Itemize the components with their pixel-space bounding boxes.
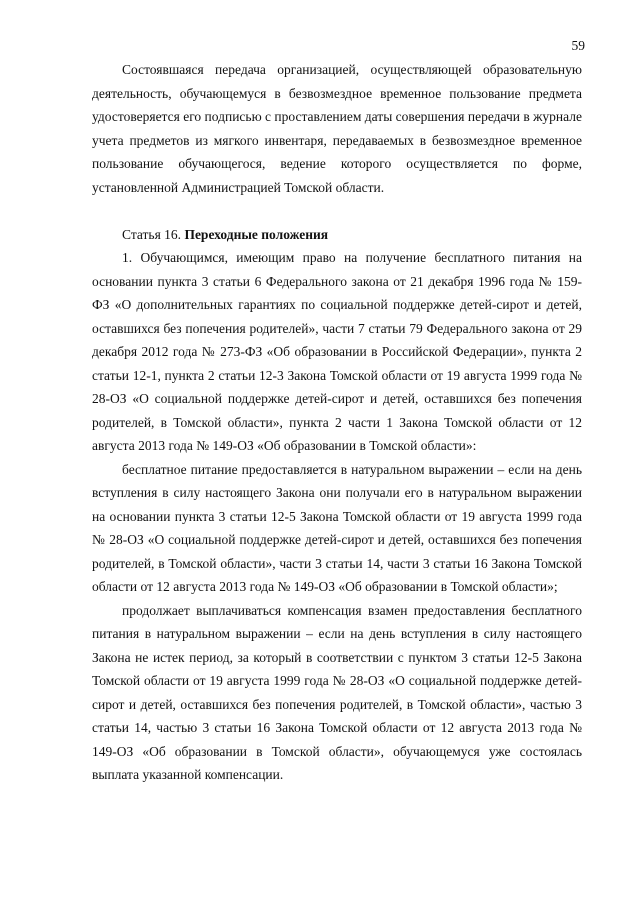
paragraph-compensation: продолжает выплачиваться компенсация взамен предоставления бесплатного питания в натуральном выражении – если на день вступления в силу настоящего Закона не истек период, за который в соответствии с пунктом 3 статьи 12-5 Закона Томской области от 19 августа 1999 года № 28-ОЗ «О социальной поддержке детей-сирот и детей, оставшихся без попечения родителей, в Томской области», частью 3 статьи 14, частью 3 статьи 16 Закона Томской области от 12 августа 2013 года № 149-ОЗ «Об образовании в Томской области», обучающемуся уже состоялась выплата указанной компенсации. bbox=[92, 602, 582, 782]
document-body bbox=[92, 58, 582, 787]
article-heading bbox=[92, 223, 582, 247]
paragraph-free-meals: бесплатное питание предоставляется в натуральном выражении – если на день вступления в силу настоящего Закона они получали его в натуральном выражении на основании пункта 3 статьи 12-5 Закона Томской области от 19 августа 1999 года № 28-ОЗ «О социальной поддержке детей-сирот и детей, оставшихся без попечения родителей, в Томской области», части 3 статьи 14, части 3 статьи 16 Закона Томской области от 12 августа 2013 года № 149-ОЗ «Об образовании в Томской области»; bbox=[92, 461, 582, 594]
page-number: 59 bbox=[571, 38, 585, 53]
paragraph-transfer-record: Состоявшаяся передача организацией, осуществляющей образовательную деятельность, обучающемуся в безвозмездное временное пользование предмета удостоверяется его подписью с проставлением даты совершения передачи в журнале учета предметов из мягкого инвентаря, передаваемых в безвозмездное временное пользование обучающегося, ведение которого осуществляется по форме, установленной Администрацией Томской области. bbox=[92, 62, 582, 195]
article-title: Переходные положения bbox=[184, 226, 329, 242]
article-number: Статья 16. bbox=[122, 226, 182, 242]
paragraph-item-1: 1. Обучающимся, имеющим право на получение бесплатного питания на основании пункта 3 статьи 6 Федерального закона от 21 декабря 1996 года № 159-ФЗ «О дополнительных гарантиях по социальной поддержке детей-сирот и детей, оставшихся без попечения родителей», части 7 статьи 79 Федерального закона от 29 декабря 2012 года № 273-ФЗ «Об образовании в Российской Федерации», пункта 2 статьи 12-1, пункта 2 статьи 12-3 Закона Томской области от 19 августа 1999 года № 28-ОЗ «О социальной поддержке детей-сирот и детей, оставшихся без попечения родителей, в Томской области», пункта 2 части 1 Закона Томской области от 12 августа 2013 года № 149-ОЗ «Об образовании в Томской области»: bbox=[92, 250, 582, 453]
